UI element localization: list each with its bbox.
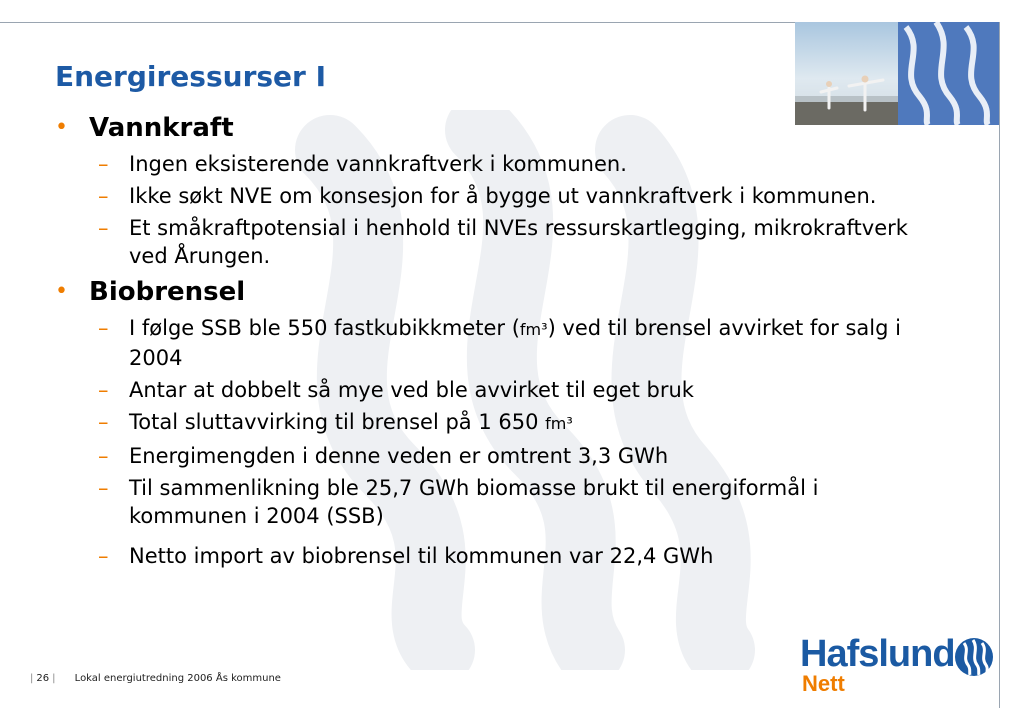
- footer-text: Lokal energiutredning 2006 Ås kommune: [74, 673, 281, 684]
- hafslund-wave-logo-icon: [954, 637, 994, 677]
- list-item: [55, 214, 935, 270]
- dash-icon: –: [98, 152, 109, 176]
- section-heading-biobrensel: [55, 276, 935, 308]
- dash-icon: –: [98, 544, 109, 568]
- dash-icon: –: [98, 216, 109, 240]
- unit-text: fm³: [519, 320, 548, 339]
- footer-separator: |: [52, 673, 56, 684]
- bullet-icon: •: [55, 279, 68, 304]
- footer-separator: |: [30, 673, 34, 684]
- dash-icon: –: [98, 184, 109, 208]
- brand-sub: Nett: [802, 671, 845, 696]
- slide-title: Energiressurser I: [55, 60, 327, 93]
- brand-logo: [800, 633, 1000, 699]
- right-rule: [999, 22, 1000, 708]
- beach-photo-icon: [795, 22, 898, 125]
- list-item: [55, 150, 935, 178]
- section-heading-vannkraft: [55, 112, 935, 144]
- list-item-text: Antar at dobbelt så mye ved ble avvirket til eget bruk: [129, 378, 694, 402]
- text-segment: ) ved til brensel avvirket for salg i 2004: [129, 316, 901, 370]
- list-item: [55, 442, 935, 470]
- bullet-icon: •: [55, 115, 68, 140]
- wave-pattern-icon: [898, 22, 999, 125]
- section-heading-text: Vannkraft: [89, 113, 234, 143]
- list-item: [55, 314, 935, 372]
- dash-icon: –: [98, 476, 109, 500]
- unit-text: fm³: [545, 414, 573, 433]
- dash-icon: –: [98, 444, 109, 468]
- slide-content: [55, 112, 935, 574]
- list-item-text: Energimengden i denne veden er omtrent 3,3 GWh: [129, 444, 669, 468]
- header-logo-panel: [898, 22, 999, 125]
- footer: [30, 673, 281, 684]
- list-item: [55, 542, 935, 570]
- brand-name: Hafslund: [800, 633, 955, 675]
- text-segment: Total sluttavvirking til brensel på 1 650: [129, 410, 546, 434]
- list-item-text: [129, 316, 901, 370]
- list-item-text: Ikke søkt NVE om konsesjon for å bygge ut vannkraftverk i kommunen.: [129, 184, 877, 208]
- page-number: 26: [36, 673, 50, 684]
- list-item: [55, 182, 935, 210]
- dash-icon: –: [98, 378, 109, 402]
- list-item-text: Til sammenlikning ble 25,7 GWh biomasse brukt til energiformål i kommunen i 2004 (SSB): [129, 476, 819, 528]
- list-item-text: [129, 410, 573, 434]
- list-item: [55, 408, 935, 438]
- list-item-text: Ingen eksisterende vannkraftverk i kommunen.: [129, 152, 627, 176]
- section-heading-text: Biobrensel: [89, 277, 246, 307]
- list-item-text: Et småkraftpotensial i henhold til NVEs ressurskartlegging, mikrokraftverk ved Årungen.: [129, 216, 908, 268]
- list-item-text: Netto import av biobrensel til kommunen var 22,4 GWh: [129, 544, 714, 568]
- dash-icon: –: [98, 410, 109, 434]
- list-item: [55, 376, 935, 404]
- dash-icon: –: [98, 316, 109, 340]
- list-item: [55, 474, 935, 530]
- header-photo: [795, 22, 898, 125]
- spacer: [55, 534, 935, 542]
- text-segment: I følge SSB ble 550 fastkubikkmeter (: [129, 316, 520, 340]
